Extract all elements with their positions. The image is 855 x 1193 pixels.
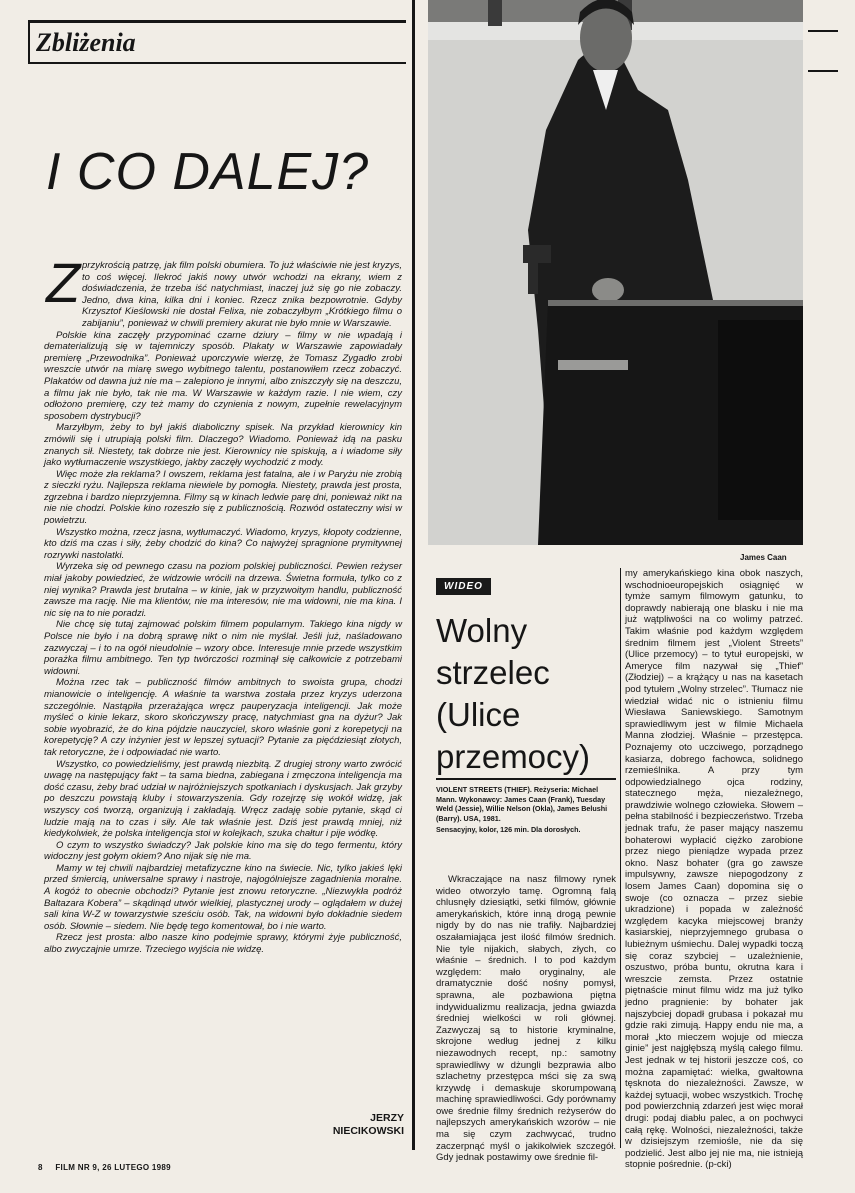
article-paragraph: Rzecz jest prosta: albo nasze kino podejmie sprawy, którymi żyje publiczność, albo zwyczajnie umrze. Trzeciego wyjścia nie widzę.: [44, 932, 402, 956]
column-divider: [412, 0, 415, 1150]
article-paragraph: O czym to wszystko świadczy? Jak polskie kino ma się do tego fermentu, który widoczny jest gołym okiem? Ano nijak się nie ma.: [44, 839, 402, 863]
drop-cap: Z: [46, 251, 81, 314]
article-paragraph: Polskie kina zaczęły przypominać czarne dziury – filmy w nie wpadają i dematerializują się w tajemniczy sposób. Plakaty w Warszawie zapowiadały premierę „Przewodnika”. Ponieważ uporczywie wierzę, że Tomasz Zygadło zrobi wreszcie utwór na miarę swego wybitnego talentu, postanowiłem rzecz zobaczyć. Plakatów od dawna już nie ma – zalepiono je innymi, albo zniszczyły się na deszczu, a filmu jak nie było, tak nie ma. W Warszawie w każdym razie. I nie wiem, czy odłożono premierę, czy też mamy do czynienia z nowym, zupełnie rewelacyjnym sposobem dystrybucji?: [44, 329, 402, 422]
page-footer: 8 FILM NR 9, 26 LUTEGO 1989: [38, 1163, 171, 1172]
article-paragraph: Mamy w tej chwili najbardziej metafizyczne kino na świecie. Nic, tylko jakieś lęki przed śmiercią, uniwersalne sprawy i nastroje, najogólniejsze zagadnienia moralne. A kogóż to obecnie obchodzi? Pytanie jest znowu retoryczne. „Niezwykła podróż Baltazara Kobera” – skądinąd utwór wielkiej, plastycznej urody – oglądałem w dużej sali kina W-Z w towarzystwie sześciu osób. Tak, na widowni było dokładnie siedem osób. Słownie – siedem. Nie będę tego komentował, bo i nie warto.: [44, 862, 402, 932]
article-paragraph: Nie chcę się tutaj zajmować polskim filmem popularnym. Takiego kina nigdy w Polsce nie było i na dobrą sprawę nikt o nim nie myślał. Jeśli już, naśladowano zazwyczaj – i to na ogół nieudolnie – wzory obce. Interesuje mnie przede wszystkim porażka filmu ambitnego. Ten typ twórczości rozminął się całkowicie z potrzebami widowni.: [44, 619, 402, 677]
article-paragraph: Można rzec tak – publiczność filmów ambitnych to swoista grupa, chodzi mianowicie o inteligencję. A właśnie ta warstwa została przez kryzys uderzona szczególnie. Nastąpiła przerażająca wręcz pauperyzacja inteligencji. Jak może myśleć o kinie lekarz, skoro skończywszy pracę, natychmiast gna na dyżur? Jak sobie wyobrazić, że do kina pójdzie nauczyciel, skoro właśnie goni z korepetycji na korepetycję? A czy inżynier jest w lepszej sytuacji? Pytanie za pięćdziesiąt złotych, tak retoryczne, że i odpowiadać nie warto.: [44, 677, 402, 758]
edge-mark: [808, 70, 838, 72]
author-signature: [306, 1112, 404, 1138]
article-paragraph: Wszystko można, rzecz jasna, wytłumaczyć. Wiadomo, kryzys, kłopoty codzienne, kto dziś ma czas i siły, żeby chodzić do kina? Co najwyżej spragnione prymitywnej rozrywki nastolatki.: [44, 526, 402, 561]
section-label: Zbliżenia: [36, 28, 136, 57]
headline: I CO DALEJ?: [46, 143, 370, 201]
credits-text: VIOLENT STREETS (THIEF). Reżyseria: Michael Mann. Wykonawcy: James Caan (Frank), Tuesday Weld (Jessie), Willie Nelson (Okla), James Belushi (Barry). USA, 1981.: [436, 785, 608, 823]
article-body: [44, 260, 402, 956]
review-paragraph: Wkraczające na nasz filmowy rynek wideo otworzyło tamę. Ogromną falą chlusnęły dziesiątki, setki filmów, głównie amerykańskich, które inną drogą pewnie nigdy by do nas nie trafiły. Najbardziej oszałamiająca jest ilość filmów średnich. Nie tyle nijakich, słabych, złych, co właśnie – średnich. I to pod każdym względem: mało oryginalny, ale dramatycznie dość nośny pomysł, sprawna, ale pozbawiona piętna indywidualizmu realizacja, jedna gwiazda średniej wielkości w roli głównej. Zazwyczaj są to historie kryminalne, skrojone według jednej z kilku niezawodnych recept, np.: samotny sprawiedliwy w dżungli bezprawia albo szlachetny przestępca mści się za swą krzywdę i demaskuje skorumpowaną machinę sprawiedliwości. Gdy porównamy owe średnie filmy średnich reżyserów do najlepszych amerykańskich wzorów – nie ma się czym zachwycać, trudno zaczerpnąć myśl o jakikolwiek szczegół. Gdy jednak postawimy owe średnie fil-: [436, 874, 616, 1164]
top-rule: [28, 20, 406, 23]
review-paragraph: my amerykańskiego kina obok naszych, wschodnioeuropejskich osiągnięć w tymże samym filmowym gatunku, to doprawdy nabierają one blasku i nie ma już wątpliwości na co wolimy patrzeć. Takim właśnie pod każdym względem średnim filmem jest „Violent Streets” (Ulice przemocy) – to tytuł europejski, w Ameryce film nazywał się „Thief” (Złodziej) – a krążący u nas na kasetach pod tytułem „Wolny strzelec”. Tłumacz nie wiedział widać nic o istnieniu filmu Wiesława Saniewskiego. Samotnym sprawiedliwym jest w filmie Michaela Manna złodziej. Właśnie – przestępca. Poznajemy oto uczciwego, porządnego kasiarza, dobrego fachowca, solidnego rzemieślnika. A przy tym odpowiedzialnego ojca rodziny, statecznego męża, niezależnego, prawdziwie wolnego człowieka. Słowem – pełna stabilność i bezpieczeństwo. Trzeba jednak trafu, że paser mający naszemu bohaterowi wypłacić ciężko zarobione przez niego pieniądze wypada przez okno. Nasz bohater (gra go zawsze impulsywny, zawsze niepogodzony z losem James Caan) dopomina się o swoje (co oznacza – przez siebie ukradzione) i popada w zależność względem kacyka miejscowej branży kasiarskiej, nieprzyjemnego grubasa o lubieżnym uśmiechu. Dalej wypadki toczą się coraz szybciej – uzależnienie, oszustwo, próba buntu, okrutna kara i wreszcie zemsta. Przez ostatnie piętnaście minut filmu widz ma już tylko jedno pragnienie: by bohater jak najszybciej dopadł grubasa i pokazał mu gdzie raki zimują. Happy endu nie ma, a morał „kto mieczem wojuje od miecza ginie” jest najgłębszą myślą całego filmu. Jest jednak w tej historii jeszcze coś, co można zapamiętać: wielka, gwałtowna tęsknota do niezależności. Zawsze, w każdej sytuacji, wobec wszystkich. Trochę pod powierzchnią zdarzeń jest więc morał drugi: podaj diabłu palec, a on pochwyci całą rękę. Wolności, niezależności, także w dzisiejszym rzemiośle, nie da się podzielić. Jest albo jej nie ma, nie istnieją stopnie pośrednie. (p-cki): [625, 568, 803, 1171]
photo-caption: James Caan: [740, 553, 787, 562]
review-body-middle: [436, 874, 616, 1164]
film-still-photo: [428, 0, 803, 545]
article-paragraph: Wyrzeka się od pewnego czasu na poziom polskiej publiczności. Pewien reżyser miał jakoby powiedzieć, że widzowie wrócili na drzewa. Świetna formuła, tylko co z niej wynika? Prawda jest brutalna – w kinie, jak w przyzwoitym handlu, publiczność zawsze ma rację. Nie ma klientów, nie ma interesów, nie ma widowni, nie ma kina. I nic się na to nie poradzi.: [44, 561, 402, 619]
credits-rule: [436, 778, 616, 780]
review-credits: [436, 785, 616, 835]
review-tag: WIDEO: [436, 578, 491, 595]
edge-mark: [808, 30, 838, 32]
article-paragraph: Więc może zła reklama? I owszem, reklama jest fatalna, ale i w Paryżu nie zrobią z sieczki ryżu. Najlepsza reklama niewiele by pomogła. Niestety, prawda jest prosta, zgrzebna i bardzo nieprzyjemna. Filmy są w kinach ledwie parę dni, ponieważ nikt na nie nie chodzi. Polskie kino rozeszło się z publicznością. Rozwód ostateczny wisi w powietrzu.: [44, 468, 402, 527]
article-paragraph: Marzyłbym, żeby to był jakiś diaboliczny spisek. Na przykład kierownicy kin zmówili się i utrupiają polski film. Dlaczego? Wiadomo. Ponieważ idą na pasku znanych sił. Niestety, tak dobrze nie jest. Kierownicy nie spiskują, a i wiadome siły jako wytłumaczenie wszystkiego, jakby zaczęły wychodzić z mody.: [44, 422, 402, 469]
section-rule: [28, 62, 406, 64]
author-last-name: NIECIKOWSKI: [332, 1125, 404, 1137]
review-divider: [620, 568, 621, 1148]
review-title: Wolny strzelec (Ulice przemocy): [436, 612, 591, 775]
article-paragraph: Wszystko, co powiedzieliśmy, jest prawdą niezbitą. Z drugiej strony warto zwrócić uwagę na następujący fakt – ta sama biedna, zabiegana i zmęczona inteligencja ma dość czasu, żeby brać udział w najróżniejszych spotkaniach i dyskusjach. Jak grzyby po deszczu powstają kluby i stowarzyszenia. Gdy rozejrzę się wokół widzę, jak wszyscy coś tworzą, organizują i zakładają. Wręcz zadaję sobie pytanie, skąd ci ludzie mają na to czas i siły. Ale tak właśnie jest. Dziś jest prawdą mniej, niż kiedykolwiek, że polska inteligencja stoi w kolejkach, szuka chałtur i pije wódkę.: [44, 758, 402, 840]
review-body-right: [625, 568, 803, 1171]
left-margin-rule: [28, 20, 30, 64]
genre-text: Sensacyjny, kolor, 126 min. Dla dorosłych.: [436, 825, 581, 835]
film-still-illustration: [428, 0, 803, 545]
author-first-name: JERZY: [370, 1112, 404, 1124]
article-paragraph: przykrością patrzę, jak film polski obumiera. To już właściwie nie jest kryzys, to coś więcej. Ilekroć jakiś nowy utwór wchodzi na ekrany, wiem z doświadczenia, że trzeba iść natychmiast, inaczej już się go nie zobaczy. Jedno, dwa kina, kilka dni i koniec. Rzecz znika bezpowrotnie. Gdyby Krzysztof Kieślowski nie dostał Felixa, nie zobaczyłbym „Krótkiego filmu o zabijaniu”, ponieważ w chwili premiery akurat nie było mnie w Warszawie.: [82, 260, 402, 329]
